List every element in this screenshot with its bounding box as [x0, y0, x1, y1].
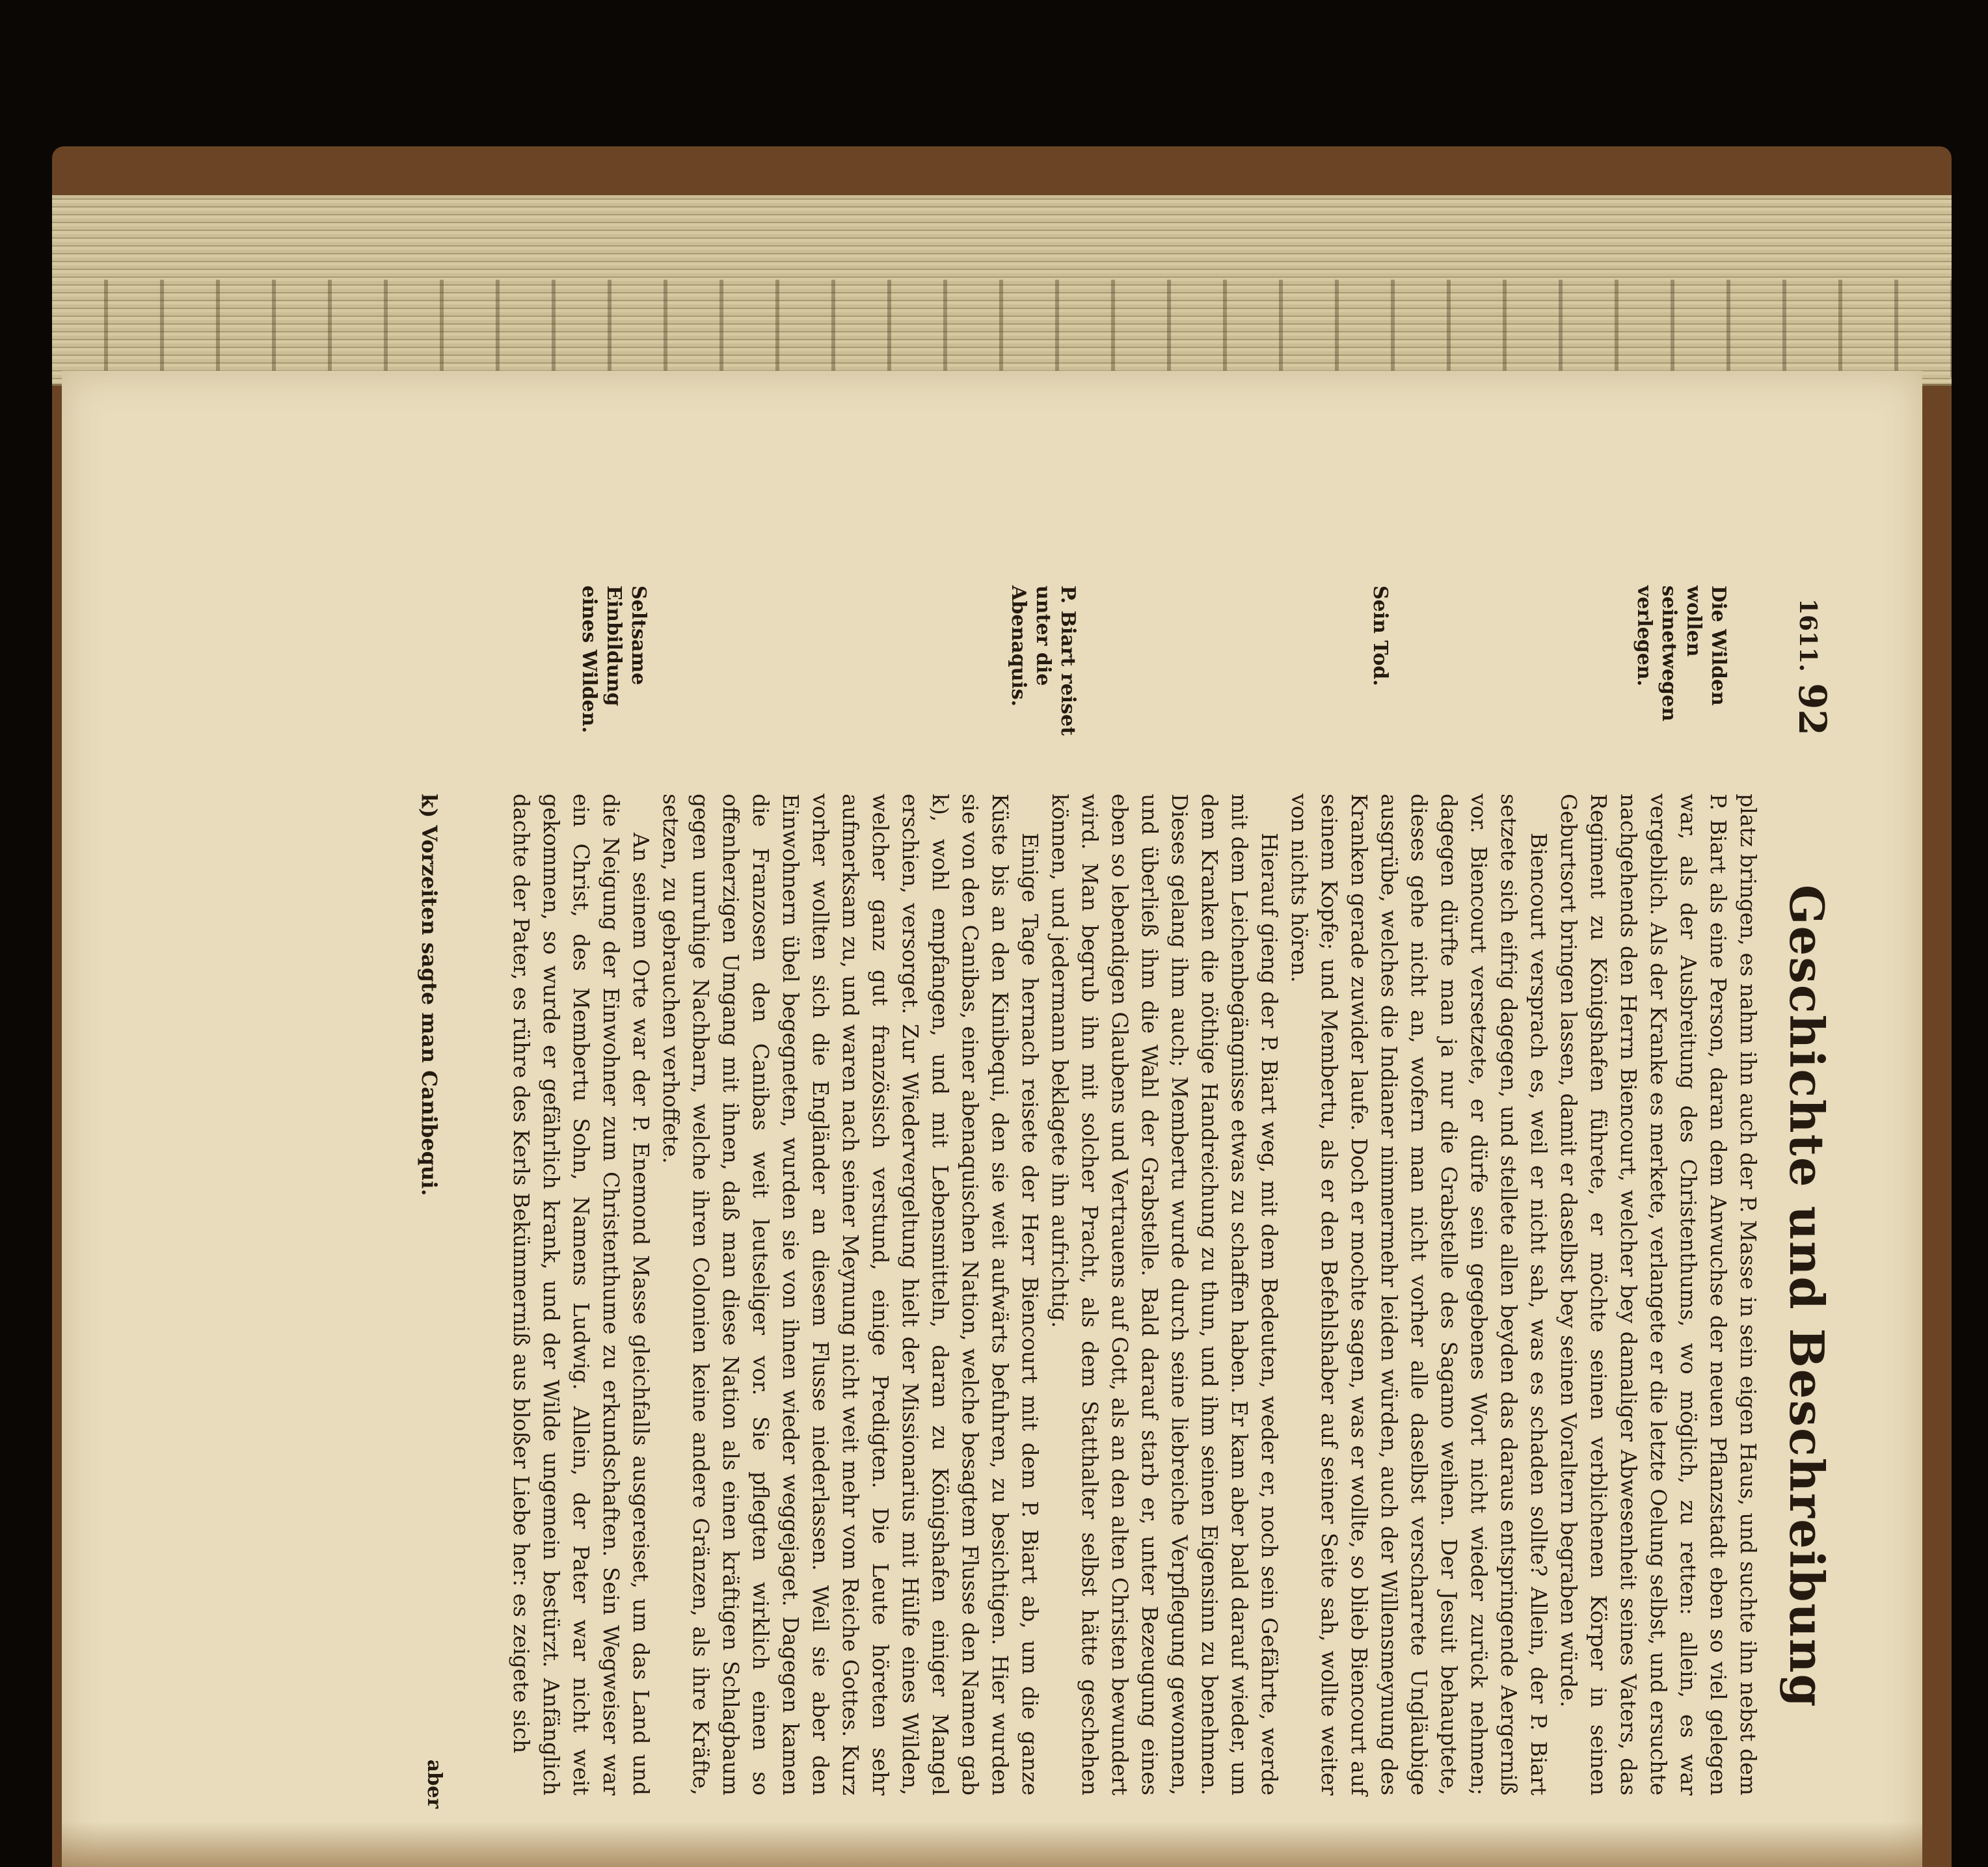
- page-gutter-shadow: [62, 1821, 1922, 1867]
- margin-notes: [325, 585, 1756, 761]
- paragraph: Einige Tage hernach reisete der Herr Biencourt mit dem P. Biart ab, um die ganze Küste bis an den Kinibequi, den sie weit aufwärts befuhren, zu besichtigen. Hier wurden sie von den Canibas, einer abenaquischen Nation, welche besagtem Flusse den Namen gab k), wohl empfangen, und mit Lebensmitteln, daran zu Königshafen einiger Mangel erschien, versorget. Zur Wiedervergeltung hielt der Missionarius mit Hülfe eines Wilden, welcher ganz gut französisch verstund, einige Predigten. Die Leute höreten sehr aufmerksam zu, und waren nach seiner Meynung nicht weit mehr vom Reiche Gottes. Kurz vorher wollten sich die Engländer an diesem Flusse niederlassen. Weil sie aber den Einwohnern übel begegneten, wurden sie von ihnen wieder weggejaget. Dagegen kamen die Franzosen den Canibas weit leutseliger vor. Sie pflegten wirklich einen so offenherzigen Umgang mit ihnen, daß man diese Nation als einen kräftigen Schlagbaum gegen unruhige Nachbarn, welche ihren Colonien keine andere Gränzen, als ihre Kräfte, setzen, zu gebrauchen verhoffete.: [658, 794, 1043, 1795]
- body-text: [506, 794, 1763, 1795]
- running-title: Geschichte und Beschreibung: [1779, 885, 1834, 1708]
- margin-note: Seltsame Einbildung eines Wilden.: [578, 585, 650, 733]
- margin-note: Die Wilden wollen seinetwegen verlegen.: [1633, 585, 1730, 721]
- catchword: aber: [423, 1759, 446, 1808]
- paragraph: Biencourt versprach es, weil er nicht sah, was es schaden sollte? Allein, der P. Biart setzete sich eifrig dagegen, und stellete allen beyden das daraus entspringende Aergerniß vor. Biencourt versetzete, er dürfe sein gegebenes Wort nicht wieder zurück nehmen; dagegen dürfte man ja nur die Grabstelle des Sagamo weihen. Der Jesuit behauptete, dieses gehe nicht an, wofern man nicht vorher alle daselbst verscharrete Ungläubige ausgrübe, welches die Indianer nimmermehr leiden würden, auch der Willensmeynung des Kranken gerade zuwider laufe. Doch er mochte sagen, was er wollte, so blieb Biencourt auf seinem Kopfe; und Membertu, als er den Befehlshaber auf seiner Seite sah, wollte weiter von nichts hören.: [1287, 794, 1551, 1795]
- paragraph: Hierauf gieng der P. Biart weg, mit dem Bedeuten, weder er, noch sein Gefährte, werde mit dem Leichenbegängnisse etwas zu schaffen haben. Er kam aber bald darauf wieder, um dem Kranken die nöthige Handreichung zu thun, und ihm seinen Eigensinn zu benehmen. Dieses gelang ihm auch; Membertu wurde durch seine liebreiche Verpflegung gewonnen, und überließ ihm die Wahl der Grabstelle. Bald darauf starb er, unter Bezeugung eines eben so lebendigen Glaubens und Vertrauens auf Gott, als an den alten Christen bewundert wird. Man begrub ihn mit solcher Pracht, als dem Statthalter selbst hätte geschehen können, und jedermann beklagete ihn aufrichtig.: [1047, 794, 1282, 1795]
- paragraph: An seinem Orte war der P. Enemond Masse gleichfalls ausgereiset, um das Land und die Neigung der Einwohner zum Christenthume zu erkundschaften. Sein Wegweiser war ein Christ, des Membertu Sohn, Namens Ludwig. Allein, der Pater war nicht weit gekommen, so wurde er gefährlich krank, und der Wilde ungemein bestürzt. Anfänglich dachte der Pater, es rühre des Kerls Bekümmerniß aus bloßer Liebe her: es zeigete sich: [509, 794, 654, 1795]
- margin-note: P. Biart reiset unter die Abenaquis.: [1007, 585, 1079, 736]
- page-edges-texture: [52, 280, 1952, 377]
- year-marker: 1611.: [1794, 598, 1821, 672]
- page-content: [306, 585, 1841, 1808]
- footnote: k) Vorzeiten sagte man Canibequi.: [417, 794, 442, 1196]
- margin-note: Sein Tod.: [1369, 585, 1391, 686]
- page-header: [1769, 585, 1841, 1808]
- paragraph: platz bringen, es nahm ihn auch der P. Masse in sein eigen Haus, und suchte ihn nebst dem P. Biart als eine Person, daran dem Anwuchse der neuen Pflanzstadt eben so viel gelegen war, als der Ausbreitung des Christenthums, wo möglich, zu retten: allein, es war vergeblich. Als der Kranke es merkete, verlangete er die letzte Oelung selbst, und ersuchte nachgehends den Herrn Biencourt, welcher bey damaliger Abwesenheit seines Vaters, das Regiment zu Königshafen führete, er möchte seinen verblichenen Körper in seinen Geburtsort bringen lassen, damit er daselbst bey seinen Voraltern begraben würde.: [1556, 794, 1761, 1795]
- page-number: 92: [1790, 683, 1834, 736]
